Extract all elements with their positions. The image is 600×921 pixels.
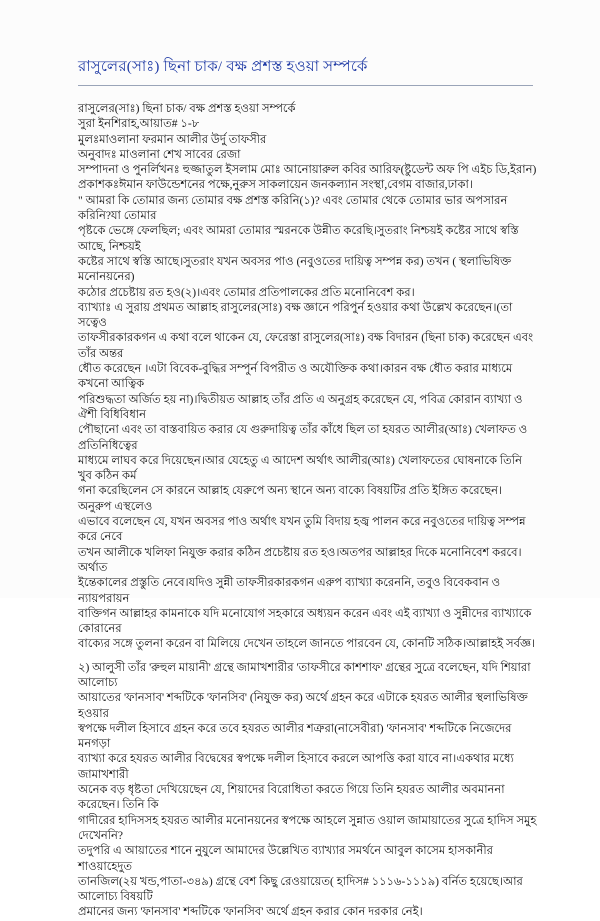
verse-paragraph: " আমরা কি তোমার জন্য তোমার বক্ষ প্রশস্ত করিনি(১)? এবং তোমার থেকে তোমার ভার অপসারন করিনি?যা তোমার পৃষ্টকে ভেঙ্গে ফেলছিল; এবং আমরা তোমার স্মরনকে উন্নীত করেছি।সুতরাং নিশ্চয়ই কষ্টের সাথে স্বস্তি আছে, নিশ্চয়ই কষ্টের সাথে স্বস্তি আছে।সুতরাং যখন অবসর পাও (নবুওতের দায়িত্ব সম্পন্ন কর) তখন ( স্থলাভিষিক্ত মনোনয়নের) কঠোর প্রচেষ্টায় রত হও(২)।এবং তোমার প্রতিপালকের প্রতি মনোনিবেশ কর। <box>78 194 519 299</box>
footnote-paragraph: ২) আলুসী তাঁর 'রুহুল মায়ানী' গ্রন্থে জামাখশারীর 'তাফসীরে কাশশাফ' গ্রন্থের সুত্রে বলেছেন, যদি শিয়ারা আলোচ্য আয়াতের 'ফানসাব' শব্দটিকে 'ফানসিব' (নিযুক্ত কর) অর্থে গ্রহন করে এটাকে হযরত আলীর স্থলাভিষিক্ত হওয়ার স্বপক্ষে দলীল হিসাবে গ্রহন করে তবে হযরত আলীর শত্রুরা(নাসেবীরা) 'ফানসাব' শব্দটিকে নিজেদের মনগড়া ব্যাখ্যা করে হযরত আলীর বিদ্বেষের স্বপক্ষে দলীল হিসাবে করলে আপত্তি করা যাবে না।একথার মধ্যে জামাখশারী অনেক বড় ধৃষ্টতা দেখিয়েছেন যে, শিয়াদের বিরোধিতা করতে গিয়ে তিনি হযরত আলীর অবমাননা করেছেন। তিনি কি গাদীরের হাদিসসহ হযরত আলীর মনোনয়নের স্বপক্ষে আহলে সুন্নাত ওয়াল জামায়াতের সুত্রে হাদিস সমুহ দেখেননি? তদুপরি এ আয়াতের শানে নুযুলে আমাদের উল্লেখিত ব্যাখ্যার সমর্থনে আবুল কাসেম হাসকানীর শাওয়াহেদুত তানজিল(২য় খন্ড,পাতা-৩৪৯) গ্রন্থে বেশ কিছু রেওয়ায়েত( হাদিস# ১১১৬-১১১৯) বর্নিত হয়েছে।আর আলোচ্য বিষয়টি প্রমানের জন্য 'ফানসাব' শব্দটিকে 'ফানসিব' অর্থে গ্রহন করার কোন দরকার নেই। <box>78 661 537 919</box>
explanation-paragraph: ব্যাখ্যাঃ এ সুরায় প্রথমত আল্লাহ রাসুলের(সাঃ) বক্ষ জ্ঞানে পরিপুর্ন হওয়ার কথা উল্লেখ করেছেন।(তা সত্বেও তাফসীরকারকগন এ কথা বলে থাকেন যে, ফেরেস্তা রাসুলের(সাঃ) বক্ষ বিদারন (ছিনা চাক) করেছেন এবং তাঁর অন্তর ধৌত করেছেন ।এটা বিবেক-বুদ্ধির সম্পুর্ন বিপরীত ও অযৌক্তিক কথা।কারন বক্ষ ধৌত করার মাধ্যমে কখনো আত্বিক পরিশুদ্ধতা অর্জিত হয় না)।দ্বিতীয়ত আল্লাহ তাঁর প্রতি এ অনুগ্রহ করেছেন যে, পবিত্র কোরান ব্যাখ্যা ও ঐশী বিধিবিধান পৌছানো এবং তা বাস্তবায়িত করার যে গুরুদায়িত্ব তাঁর কাঁধে ছিল তা হযরত আলীর(আঃ) খেলাফত ও প্রতিনিধিত্বের মাধ্যমে লাঘব করে দিয়েছেন।আর যেহেতু এ আদেশ অর্থাৎ আলীর(আঃ) খেলাফতের ঘোষনাকে তিনি খুব কঠিন কর্ম গনা করেছিলেন সে কারনে আল্লাহ যেরুপে অন্য স্থানে অন্য বাক্যে বিষয়টির প্রতি ইঙ্গিত করেছেন। অনুরুপ এস্থলেও এভাবে বলেছেন যে, যখন অবসর পাও অর্থাৎ যখন তুমি বিদায় হজ্ব পালন করে নবুওতের দায়িত্ব সম্পন্ন করে নেবে তখন আলীকে খলিফা নিযুক্ত করার কঠিন প্রচেষ্টায় রত হও।অতপর আল্লাহর দিকে মনোনিবেশ করবে।অর্থাত ইন্তেকালের প্রস্তুতি নেবে।যদিও সুন্নী তাফসীরকারকগন এরুপ ব্যাখ্যা করেননি, তবুও বিবেকবান ও ন্যায়পরায়ন বাক্তিগন আল্লাহর কামনাকে যদি মনোযোগ সহকারে অধ্যয়ন করেন এবং এই ব্যাখ্যা ও সুন্নীদের ব্যাখ্যাকে কোরানের বাক্যের সঙ্গে তুলনা করেন বা মিলিয়ে দেখেন তাহলে জানতে পারবেন যে, কোনটি সঠিক।আল্লাহই সর্বজ্ঞ। <box>78 301 536 651</box>
page-title: রাসুলের(সাঃ) ছিনা চাক/ বক্ষ প্রশস্ত হওয়া সম্পর্কে <box>78 59 368 75</box>
title-divider <box>78 85 533 86</box>
document-content <box>78 57 538 921</box>
document-meta-lines: রাসুলের(সাঃ) ছিনা চাক/ বক্ষ প্রশস্ত হওয়া সম্পর্কে সুরা ইনশিরাহ,আয়াত# ১-৮ মুলঃমাওলানা ফরমান আলীর উর্দু তাফসীর অনুবাদঃ মাওলানা শেখ সাবের রেজা সম্পাদনা ও পুনর্লিখনঃ হুজ্জাতুল ইসলাম মোঃ আনোয়ারুল কবির আরিফ(ষ্টুডেন্ট অফ পি এইচ ডি,ইরান) প্রকাশকঃঈমান ফাউন্ডেশনের পক্ষে,নুরুস সাকলায়েন জনকল্যান সংস্থা,বেগম বাজার,ঢাকা। <box>78 103 537 192</box>
document-body <box>78 102 538 921</box>
